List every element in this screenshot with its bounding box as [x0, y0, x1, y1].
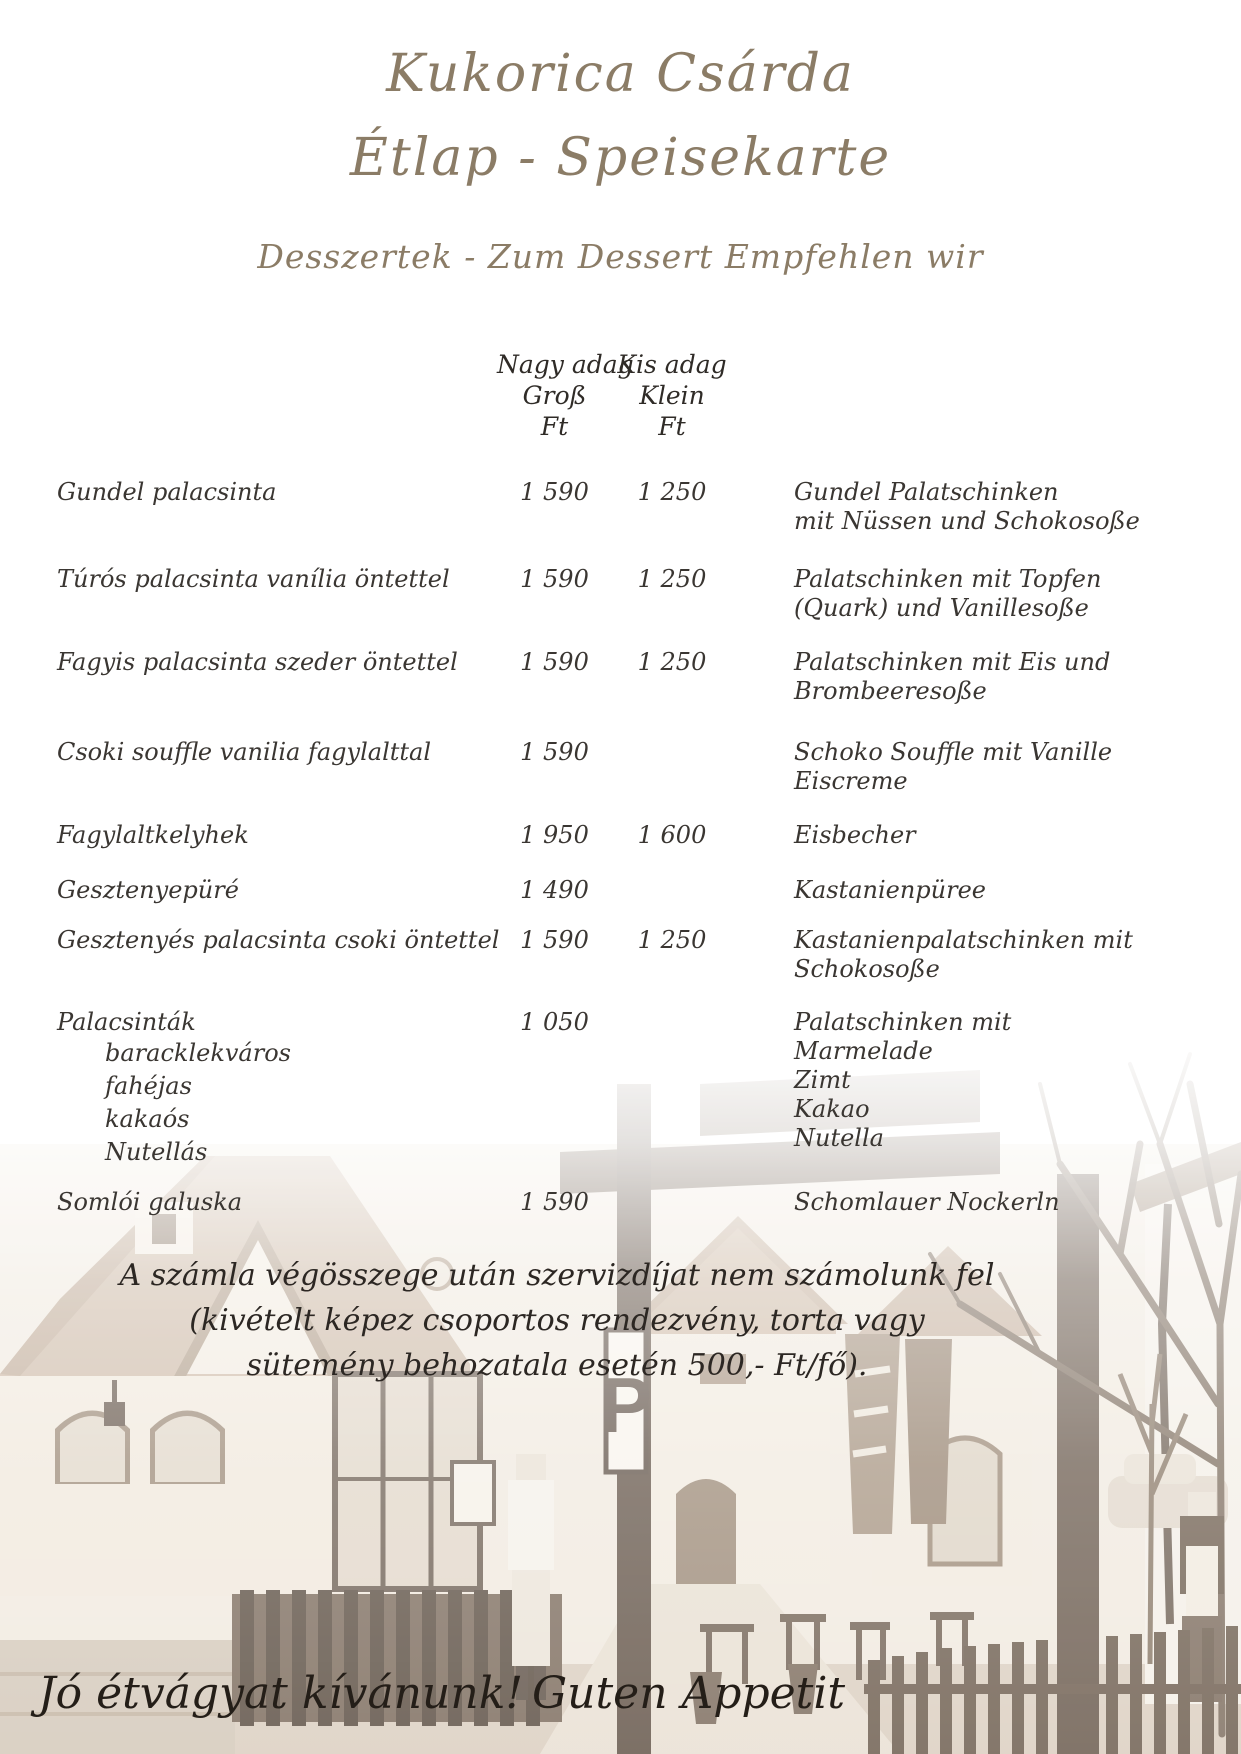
- item-name-hu: Palacsinták: [57, 1008, 196, 1036]
- item-price-small: 1 250: [637, 926, 707, 954]
- variant-de: Kakao: [794, 1095, 870, 1123]
- item-price-large: 1 950: [520, 821, 589, 849]
- item-name-hu: Fagyis palacsinta szeder öntettel: [57, 648, 458, 676]
- item-name-hu: Gundel palacsinta: [57, 478, 277, 506]
- menu-items: [0, 478, 1241, 1217]
- variant-hu: kakaós: [105, 1105, 190, 1133]
- item-name-hu: Somlói galuska: [57, 1188, 243, 1216]
- service-notice-line: (kivételt képez csoportos rendezvény, torta vagy: [189, 1303, 925, 1338]
- menu-item-row: [0, 565, 1241, 623]
- column-header-small-de: Klein: [639, 381, 705, 410]
- variant-hu: fahéjas: [105, 1072, 192, 1100]
- item-price-large: 1 490: [520, 876, 589, 904]
- page-title: Kukorica Csárda: [386, 44, 855, 104]
- variant-hu: Nutellás: [105, 1138, 208, 1166]
- menu-item-row: [0, 478, 1241, 536]
- menu-item-row: [0, 1188, 1241, 1217]
- column-header-large-hu: Nagy adag: [497, 350, 634, 379]
- item-name-de: Schoko Souffle mit Vanille Eiscreme: [794, 738, 1113, 795]
- item-price-small: 1 250: [637, 478, 707, 506]
- item-name-de: Palatschinken mit Eis und Brombeeresoße: [794, 648, 1111, 705]
- menu-item-row: [0, 821, 1241, 850]
- column-headers: [0, 349, 1241, 442]
- section-title: Desszertek - Zum Dessert Empfehlen wir: [257, 237, 984, 276]
- variant-hu: baracklekváros: [105, 1039, 291, 1067]
- column-header-small: [612, 349, 732, 442]
- item-name-de: Schomlauer Nockerln: [794, 1188, 1060, 1216]
- item-price-large: 1 590: [520, 926, 589, 954]
- item-name-de: Kastanienpalatschinken mit Schokosoße: [794, 926, 1133, 983]
- menu-item-row: [0, 738, 1241, 796]
- service-notice: [57, 1253, 1057, 1388]
- greeting-german: Guten Appetit: [532, 1668, 846, 1719]
- item-name-de: Palatschinken mit: [794, 1008, 1012, 1036]
- menu-item-row: [0, 648, 1241, 706]
- item-variants-de: [794, 1037, 1201, 1153]
- item-name-hu: Csoki souffle vanilia fagylalttal: [57, 738, 432, 766]
- column-header-small-hu: Kis adag: [617, 350, 727, 379]
- service-notice-line: sütemény behozatala esetén 500,- Ft/fő).: [246, 1348, 868, 1383]
- item-price-large: 1 590: [520, 478, 589, 506]
- item-variants-hu: [57, 1037, 497, 1169]
- item-name-de: Kastanienpüree: [794, 876, 986, 904]
- item-price-small: 1 600: [637, 821, 707, 849]
- item-price-small: 1 250: [637, 648, 707, 676]
- item-name-de: Gundel Palatschinken mit Nüssen und Schokosoße: [794, 478, 1140, 535]
- item-name-hu: Túrós palacsinta vanília öntettel: [57, 565, 450, 593]
- menu-item-row-with-variants: [0, 1008, 1241, 1169]
- item-price-large: 1 590: [520, 565, 589, 593]
- item-name-de: Eisbecher: [794, 821, 916, 849]
- item-name-hu-group: [57, 1008, 497, 1169]
- item-price-small: 1 250: [637, 565, 707, 593]
- item-name-hu: Fagylaltkelyhek: [57, 821, 249, 849]
- menu-item-row: [0, 876, 1241, 905]
- greeting-hungarian: Jó étvágyat kívánunk!: [38, 1668, 524, 1719]
- item-name-hu: Gesztenyepüré: [57, 876, 239, 904]
- page-subtitle: Étlap - Speisekarte: [349, 128, 892, 188]
- variant-de: Nutella: [794, 1124, 884, 1152]
- column-header-large-de: Groß: [522, 381, 587, 410]
- item-name-de: Palatschinken mit Topfen (Quark) und Vanillesoße: [794, 565, 1102, 622]
- item-price-large: 1 050: [520, 1008, 589, 1036]
- item-name-de-group: [732, 1008, 1201, 1153]
- service-notice-line: A számla végösszege után szervizdíjat nem számolunk fel: [119, 1258, 995, 1293]
- item-price-large: 1 590: [520, 648, 589, 676]
- item-name-hu: Gesztenyés palacsinta csoki öntettel: [57, 926, 500, 954]
- column-header-large-unit: Ft: [540, 412, 569, 441]
- item-price-large: 1 590: [520, 1188, 589, 1216]
- column-header-small-unit: Ft: [658, 412, 686, 441]
- menu-item-row: [0, 926, 1241, 984]
- column-header-large: [497, 349, 634, 442]
- variant-de: Marmelade: [794, 1037, 933, 1065]
- item-price-large: 1 590: [520, 738, 589, 766]
- variant-de: Zimt: [794, 1066, 851, 1094]
